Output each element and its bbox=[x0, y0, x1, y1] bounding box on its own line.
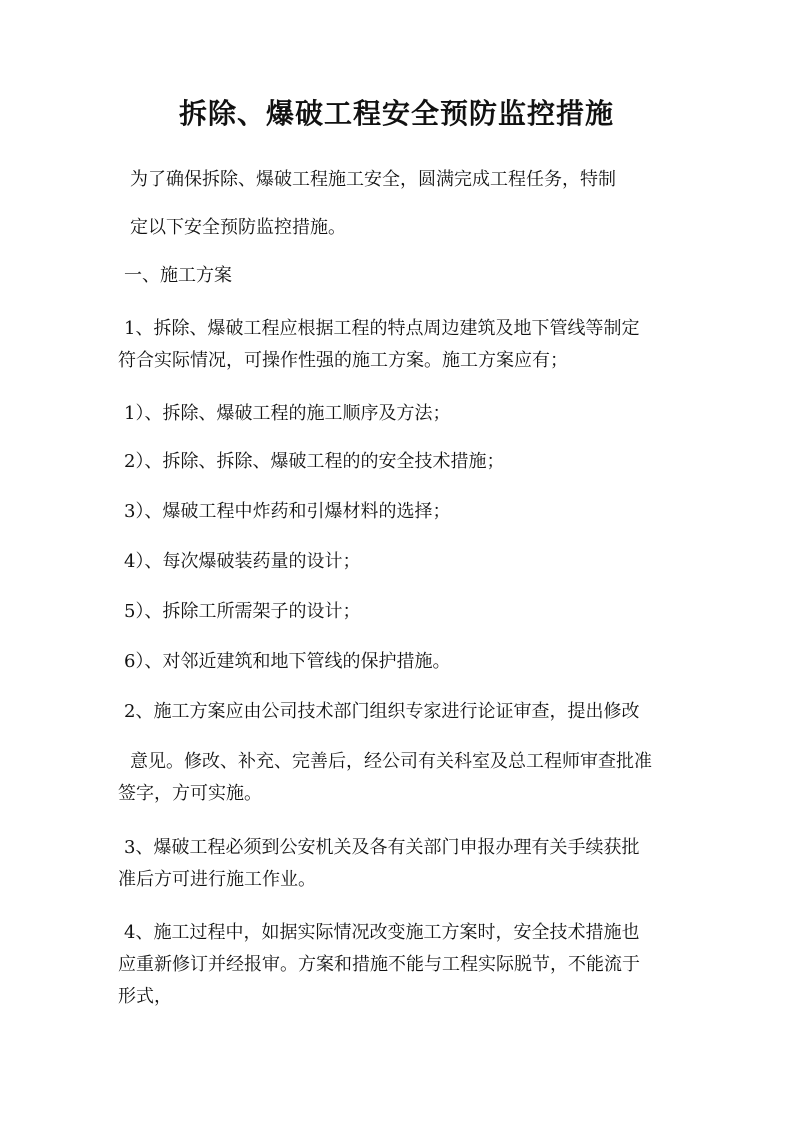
text-line: 签字，方可实施。 bbox=[118, 783, 262, 804]
paragraph-item-2 bbox=[118, 696, 694, 728]
section-heading-construction-plan bbox=[118, 260, 694, 292]
text-line: 准后方可进行施工作业。 bbox=[118, 869, 316, 890]
list-item-2 bbox=[118, 446, 694, 478]
list-item-3 bbox=[118, 496, 694, 528]
text-line: 1）、拆除、爆破工程的施工顺序及方法； bbox=[124, 403, 451, 424]
text-line: 3、爆破工程必须到公安机关及各有关部门申报办理有关手续获批 bbox=[124, 837, 640, 858]
text-line: 1、拆除、爆破工程应根据工程的特点周边建筑及地下管线等制定 bbox=[124, 318, 640, 339]
paragraph-intro-1 bbox=[118, 164, 700, 196]
text-line: 符合实际情况，可操作性强的施工方案。施工方案应有； bbox=[118, 350, 568, 371]
text-line: 5）、拆除工所需架子的设计； bbox=[124, 601, 361, 622]
text-line: 为了确保拆除、爆破工程施工安全，圆满完成工程任务，特制 bbox=[130, 169, 616, 190]
list-item-6 bbox=[118, 646, 694, 678]
paragraph-intro-2 bbox=[118, 212, 700, 244]
paragraph-item-2-continued bbox=[118, 746, 700, 810]
text-line: 3）、爆破工程中炸药和引爆材料的选择； bbox=[124, 501, 451, 522]
text-line: 2、施工方案应由公司技术部门组织专家进行论证审查，提出修改 bbox=[124, 701, 640, 722]
list-item-4 bbox=[118, 546, 694, 578]
text-line: 6）、对邻近建筑和地下管线的保护措施。 bbox=[124, 651, 451, 672]
list-item-5 bbox=[118, 596, 694, 628]
text-line: 形式， bbox=[118, 986, 172, 1007]
text-line: 4、施工过程中，如据实际情况改变施工方案时，安全技术措施也 bbox=[124, 922, 640, 943]
text-line: 2）、拆除、拆除、爆破工程的的安全技术措施； bbox=[124, 451, 505, 472]
text-line: 定以下安全预防监控措施。 bbox=[130, 217, 346, 238]
text-line: 应重新修订并经报审。方案和措施不能与工程实际脱节，不能流于 bbox=[118, 954, 640, 975]
paragraph-item-4 bbox=[118, 917, 694, 1013]
text-line: 一、施工方案 bbox=[124, 265, 232, 286]
paragraph-item-3 bbox=[118, 832, 694, 896]
document-title: 拆除、爆破工程安全预防监控措施 bbox=[178, 97, 614, 130]
text-line: 4）、每次爆破装药量的设计； bbox=[124, 551, 361, 572]
list-item-1 bbox=[118, 398, 694, 430]
paragraph-item-1 bbox=[118, 313, 694, 377]
text-line: 意见。修改、补充、完善后，经公司有关科室及总工程师审查批准 bbox=[130, 751, 652, 772]
